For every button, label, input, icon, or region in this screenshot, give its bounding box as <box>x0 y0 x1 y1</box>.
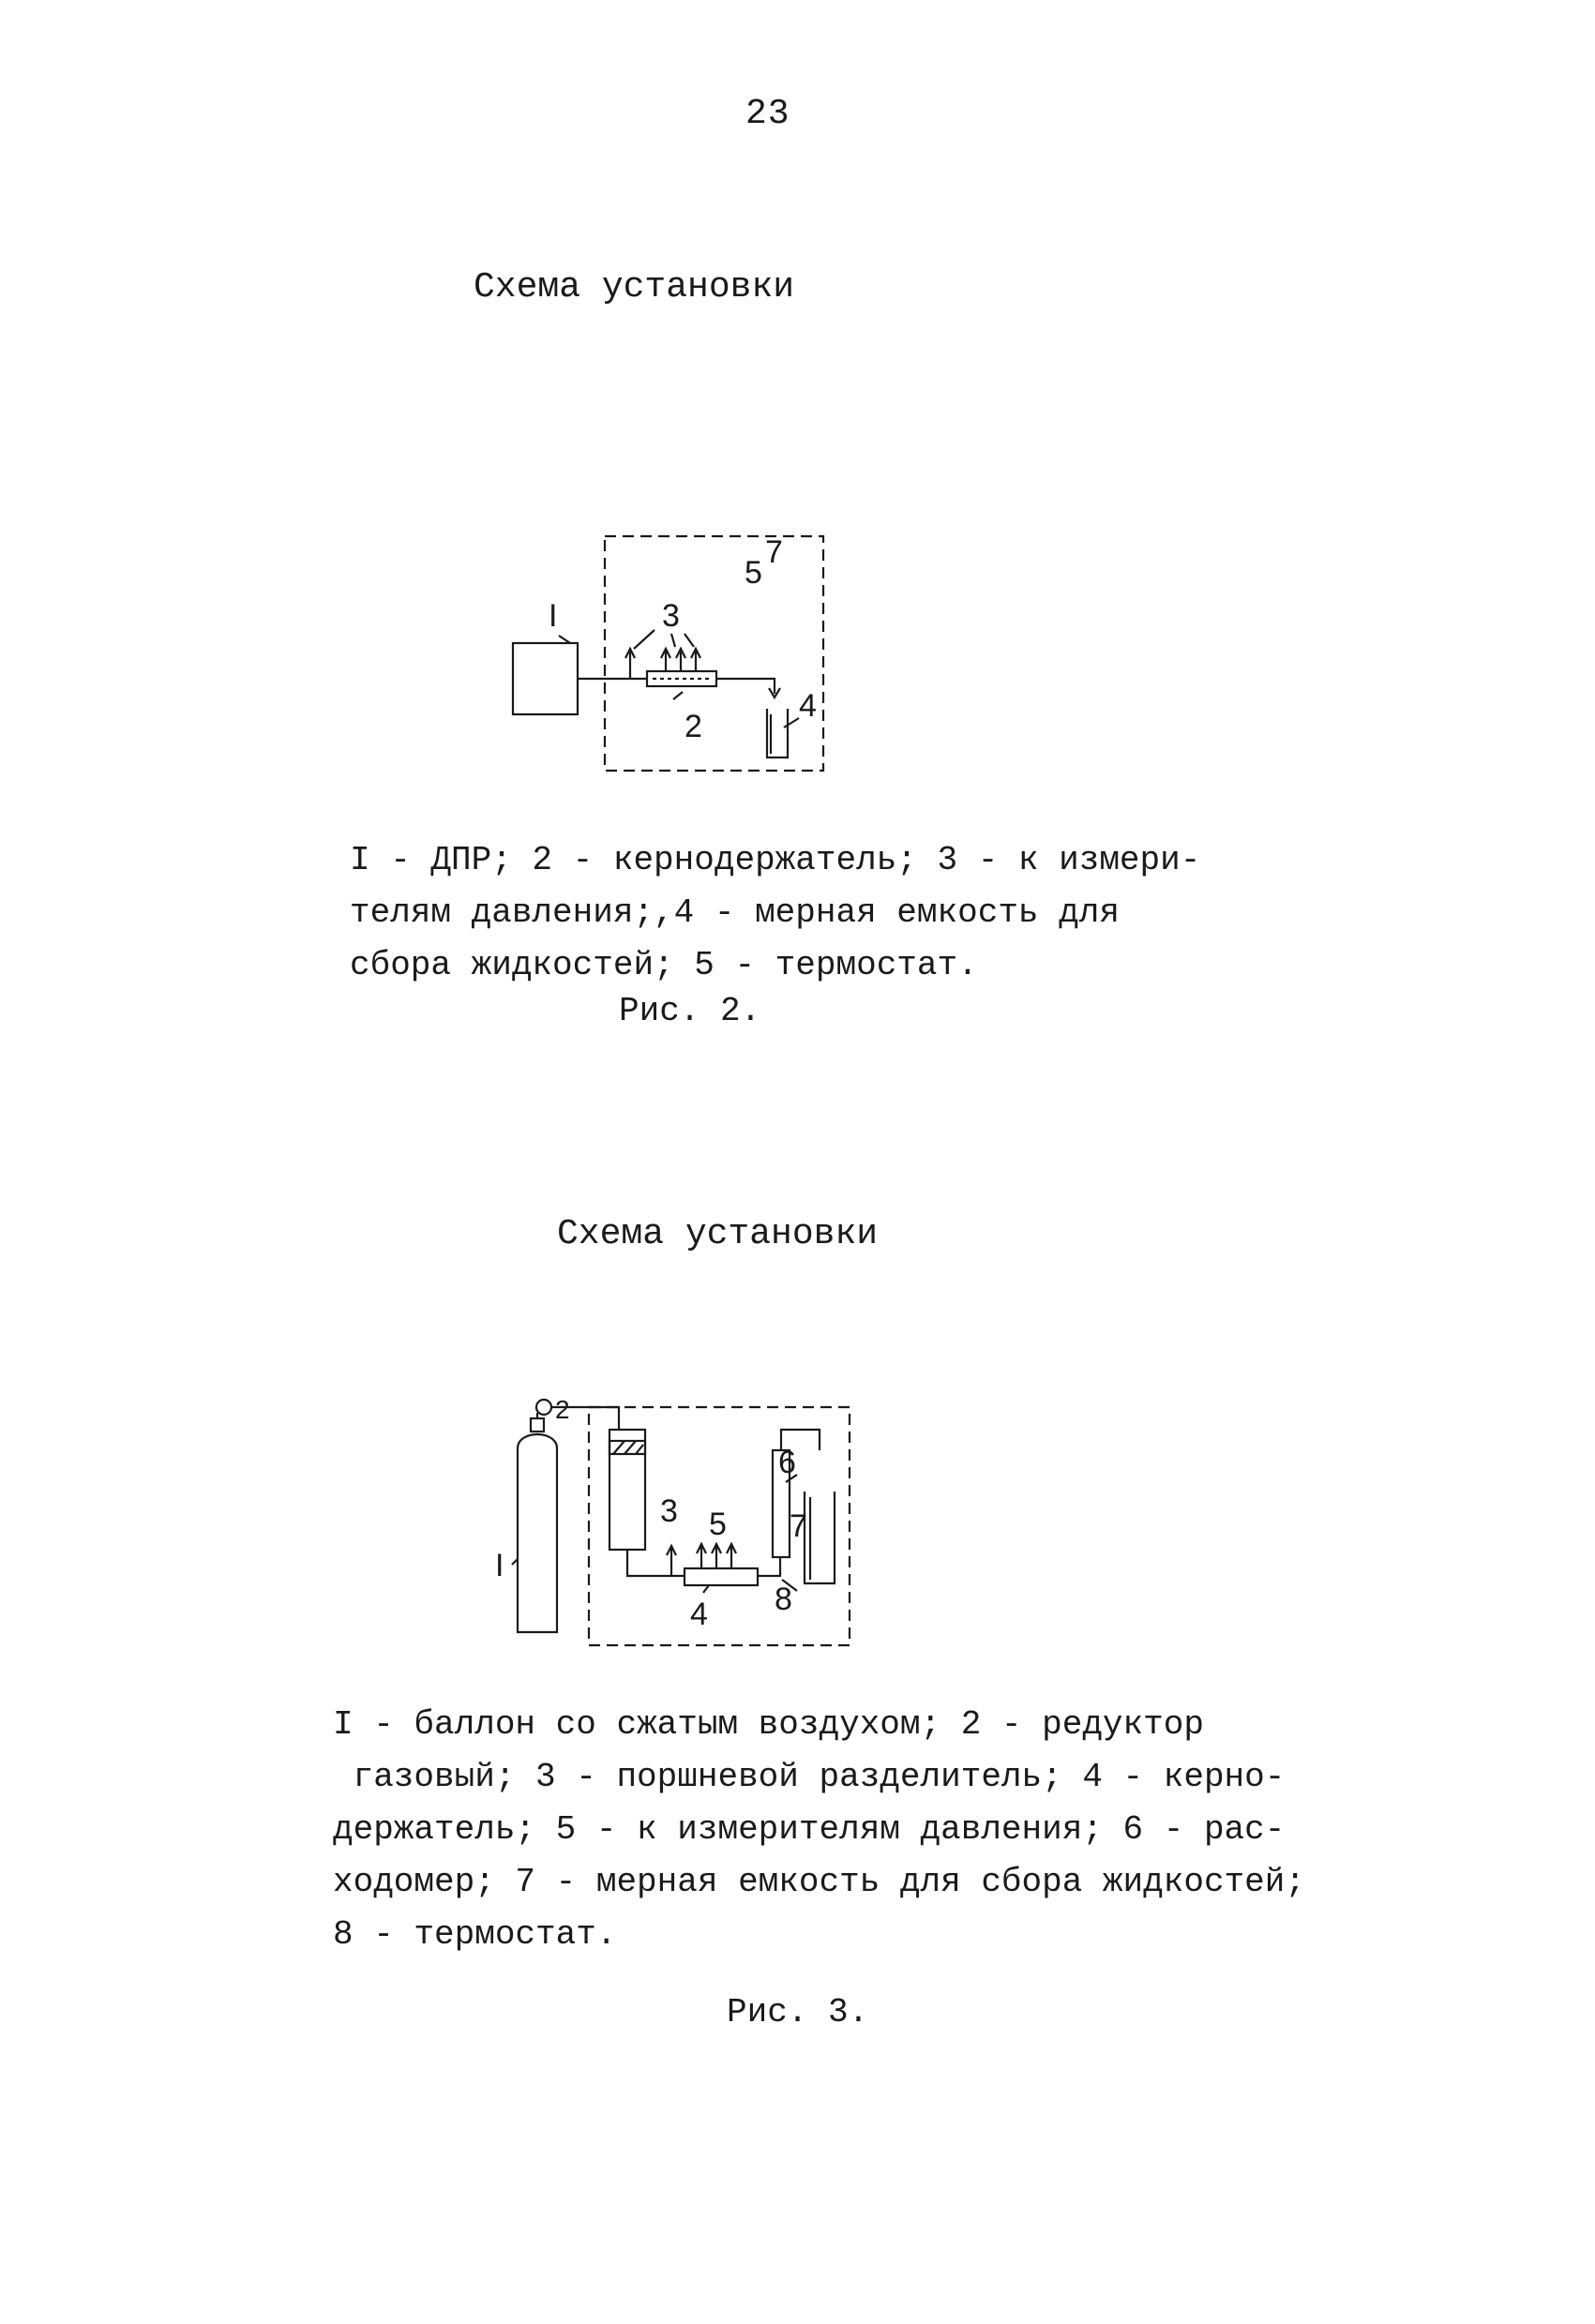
fig3-label-3: 3 <box>660 1493 678 1529</box>
figure3-caption-line: держатель; 5 - к измерителям давления; 6 - рас- <box>333 1810 1286 1849</box>
fig3-label-5: 5 <box>709 1507 727 1542</box>
figure3-heading: Схема установки <box>557 1214 879 1254</box>
fig3-label-1: I <box>495 1548 504 1583</box>
fig2-label-1: I <box>549 598 558 634</box>
fig3-label-8: 8 <box>775 1582 792 1617</box>
fig2-label-5: 5 <box>745 555 762 591</box>
fig3-label-4: 4 <box>690 1597 708 1632</box>
fig2-label-7: 7 <box>765 534 783 570</box>
figure3-caption-line: 8 - термостат. <box>333 1915 617 1954</box>
fig3-label-2: 2 <box>555 1395 570 1424</box>
figure2-heading: Схема установки <box>474 267 795 307</box>
fig2-label-2: 2 <box>685 709 702 744</box>
figure3-caption-line: I - баллон со сжатым воздухом; 2 - редуктор <box>333 1705 1204 1744</box>
figure3-diagram <box>488 1392 881 1664</box>
figure2-caption <box>350 834 1200 992</box>
figure3-caption-line: ходомер; 7 - мерная емкость для сбора жидкостей; <box>333 1863 1305 1901</box>
figure2-caption-line: телям давления;,4 - мерная емкость для <box>350 893 1120 932</box>
figure3-caption <box>333 1699 1305 1961</box>
figure3-caption-line: газовый; 3 - поршневой разделитель; 4 - керно- <box>333 1758 1286 1796</box>
figure2-caption-line: I - ДПР; 2 - кернодержатель; 3 - к измери- <box>350 841 1201 879</box>
page-number: 23 <box>745 94 790 134</box>
figure2-diagram <box>497 525 835 787</box>
figure2-caption-line: сбора жидкостей; 5 - термостат. <box>350 946 978 984</box>
fig2-label-3: 3 <box>662 598 680 634</box>
fig3-label-7: 7 <box>790 1508 807 1544</box>
figure2-label: Рис. 2. <box>619 992 761 1030</box>
figure3-label: Рис. 3. <box>727 1993 869 2032</box>
fig3-label-6: 6 <box>778 1445 796 1480</box>
fig2-label-4: 4 <box>799 688 817 724</box>
